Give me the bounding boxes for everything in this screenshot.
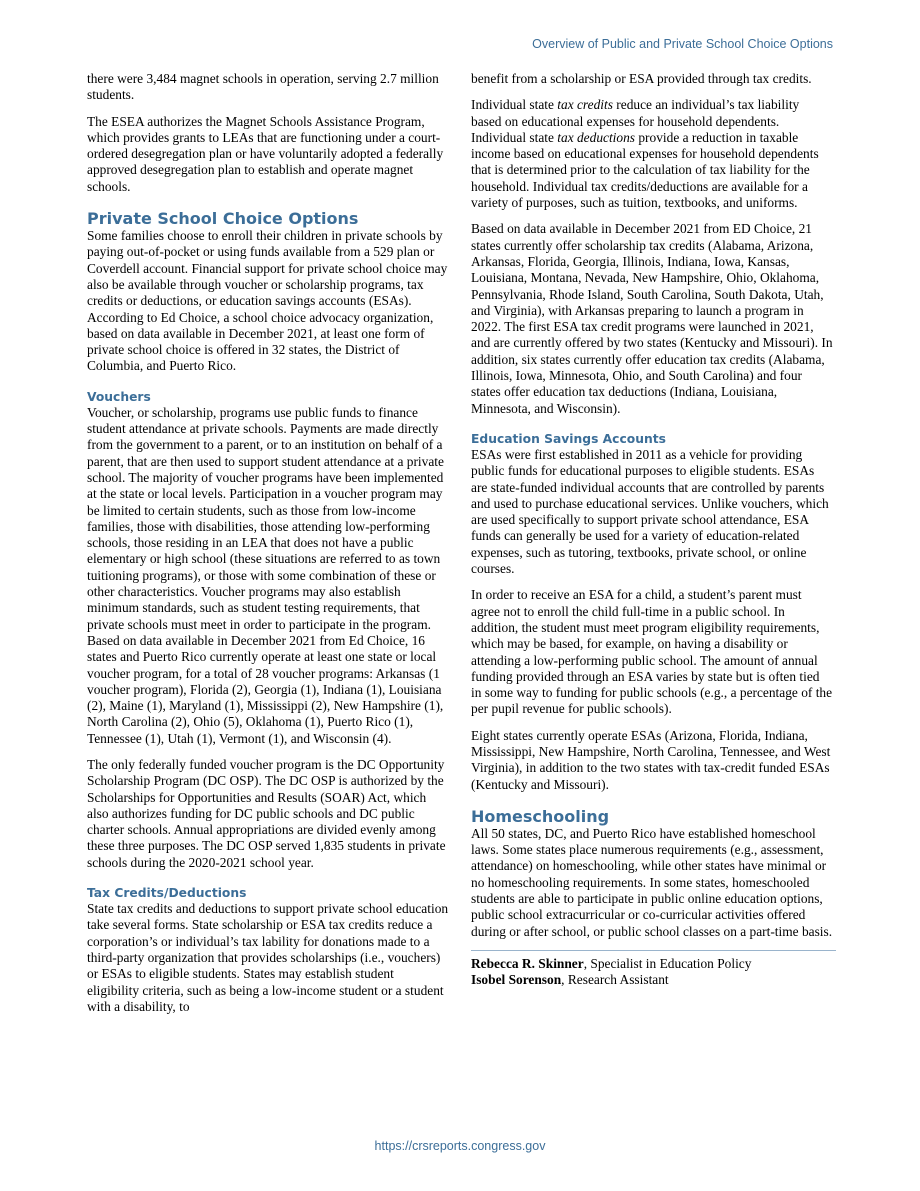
- paragraph-state-tax-programs: Based on data available in December 2021 from ED Choice, 21 states currently offer scholarship tax credits (Alabama, Arizona, Arkansas, Florida, Georgia, Illinois, Indiana, Iowa, Kansas, Louisiana, Montana, Nevada, New Hampshire, Ohio, Oklahoma, Pennsylvania, Rhode Island, South Carolina, South Dakota, Utah, and Virginia), with Arkansas preparing to launch a program in 2022. The first ESA tax credit programs were launched in 2021, and are currently offered by two states (Kentucky and Missouri). In addition, six states currently offer education tax credits (Alabama, Illinois, Iowa, Minnesota, Ohio, and South Carolina) and four states offer education tax deductions (Indiana, Louisiana, Minnesota, and Wisconsin).: [471, 221, 833, 416]
- emphasis-tax-deductions: tax deductions: [557, 129, 636, 145]
- author-block: [471, 956, 833, 989]
- paragraph-magnet-count: there were 3,484 magnet schools in operation, serving 2.7 million students.: [87, 71, 439, 103]
- paragraph-esea: The ESEA authorizes the Magnet Schools Assistance Program, which provides grants to LEAs that are functioning under a court-ordered desegregation plan or have voluntarily adopted a federally approved desegregation plan to establish and operate magnet schools.: [87, 113, 444, 194]
- author-line: [471, 972, 833, 988]
- author-name: Isobel Sorenson: [471, 972, 562, 988]
- paragraph-esa-states: Eight states currently operate ESAs (Arizona, Florida, Indiana, Mississippi, New Hampshire, North Carolina, Tennessee, and West Virginia), in addition to the two states with tax-credit funded ESAs (Kentucky and Missouri).: [471, 727, 831, 792]
- author-divider: [471, 950, 836, 951]
- heading-homeschooling: Homeschooling: [471, 806, 610, 826]
- heading-tax-credits: Tax Credits/Deductions: [87, 886, 247, 901]
- paragraph-vouchers: Voucher, or scholarship, programs use public funds to finance student attendance at private schools. Payments are made directly from the government to a parent, or to an institution on behalf of a parent, that are then used to support student attendance at a private school. The majority of voucher programs have been implemented at the state or local levels. Participation in a voucher program may be limited to certain students, such as those from low-income families, those with disabilities, those attending low-performing schools, those residing in an LEA that does not have a public elementary or high school (these situations are referred to as town tuitioning programs), or those with some combination of these or other characteristics. Voucher programs may also establish minimum standards, such as student testing requirements, that private schools must meet in order to participate in the program. Based on data available in December 2021 from Ed Choice, 16 states and Puerto Rico currently operate at least one state or local voucher program, for a total of 28 voucher programs: Arkansas (1 voucher program), Florida (2), Georgia (1), Indiana (1), Louisiana (2), Maine (1), Maryland (1), Mississippi (2), New Hampshire (1), North Carolina (2), Ohio (5), Oklahoma (1), Puerto Rico (1), Tennessee (1), Utah (1), Vermont (1), and Wisconsin (4).: [87, 404, 444, 746]
- paragraph-individual-tax: [471, 97, 833, 211]
- author-name: Rebecca R. Skinner: [471, 955, 584, 971]
- text-segment: Individual state: [471, 97, 558, 113]
- running-header: Overview of Public and Private School Choice Options: [532, 37, 833, 51]
- right-column: [471, 71, 833, 989]
- author-role: , Research Assistant: [561, 972, 669, 988]
- paragraph-tax-credits: State tax credits and deductions to support private school education take several forms. State scholarship or ESA tax credits reduce a corporation’s or individual’s tax lability for donations made to a third-party organization that provides scholarships (i.e., vouchers) or ESAs to eligible students. States may establish student eligibility criteria, such as being a low-income student or a student with a disability, to: [87, 901, 449, 1014]
- paragraph-esa-eligibility: In order to receive an ESA for a child, a student’s parent must agree not to enroll the child full-time in a public school. In addition, the student must meet program eligibility requirements, which may be based, for example, on having a disability or attending a low-performing public school. The amount of annual funding provided through an ESA varies by state but is often tied in some way to funding for public schools (e.g., a percentage of the per pupil revenue for public schools).: [471, 587, 833, 717]
- footer-url-link[interactable]: https://crsreports.congress.gov: [374, 1139, 546, 1153]
- text-segment: provide a reduction in taxable income based on educational expenses for household dependents that is determined prior to the calculation of tax liability for the household. Individual tax credits/deductions are available for a variety of purposes, such as tuition, textbooks, and uniforms.: [471, 129, 819, 211]
- author-role: , Specialist in Education Policy: [583, 955, 752, 971]
- text-segment: reduce an individual’s tax liability based on educational expenses for household dependents. Individual state: [471, 97, 800, 145]
- paragraph-esa-overview: ESAs were first established in 2011 as a vehicle for providing public funds for educational purposes to eligible students. ESAs are state-funded individual accounts that are controlled by parents and used to purchase educational services. Unlike vouchers, which are used specifically to support private school attendance, ESA funds can generally be used for a variety of education-related expenses, such as tutoring, textbooks, private school, or online courses.: [471, 446, 829, 577]
- emphasis-tax-credits: tax credits: [557, 97, 613, 113]
- author-line: [471, 956, 833, 972]
- heading-private-school-choice: Private School Choice Options: [87, 209, 359, 229]
- heading-vouchers: Vouchers: [87, 389, 151, 404]
- heading-education-savings-accounts: Education Savings Accounts: [471, 431, 666, 446]
- paragraph-private-school-choice: Some families choose to enroll their children in private schools by paying out-of-pocket or using funds available from a 529 plan or Coverdell account. Financial support for private school choice may also be available through voucher or scholarship programs, tax credits or deductions, or education savings accounts (ESAs). According to Ed Choice, a school choice advocacy organization, based on data available in December 2021, at least one form of private school choice is offered in 32 states, the District of Columbia, and Puerto Rico.: [87, 228, 448, 374]
- paragraph-homeschooling: All 50 states, DC, and Puerto Rico have established homeschool laws. Some states place numerous requirements (e.g., assessment, attendance) on homeschooling, while other states have minimal or no homeschooling requirements. In some states, homeschooled students are able to participate in public online education options, public school extracurricular or co-curricular activities offered during or after school, or public school classes on a part-time basis.: [471, 825, 833, 939]
- paragraph-dc-osp: The only federally funded voucher program is the DC Opportunity Scholarship Program (DC OSP). The DC OSP is authorized by the Scholarships for Opportunities and Results (SOAR) Act, which also authorizes funding for DC public schools and DC public charter schools. Annual appropriations are divided evenly among these three purposes. The DC OSP served 1,835 students in private schools during the 2020-2021 school year.: [87, 756, 446, 870]
- paragraph-tax-credits-continued: benefit from a scholarship or ESA provided through tax credits.: [471, 71, 812, 86]
- left-column: [87, 71, 449, 1025]
